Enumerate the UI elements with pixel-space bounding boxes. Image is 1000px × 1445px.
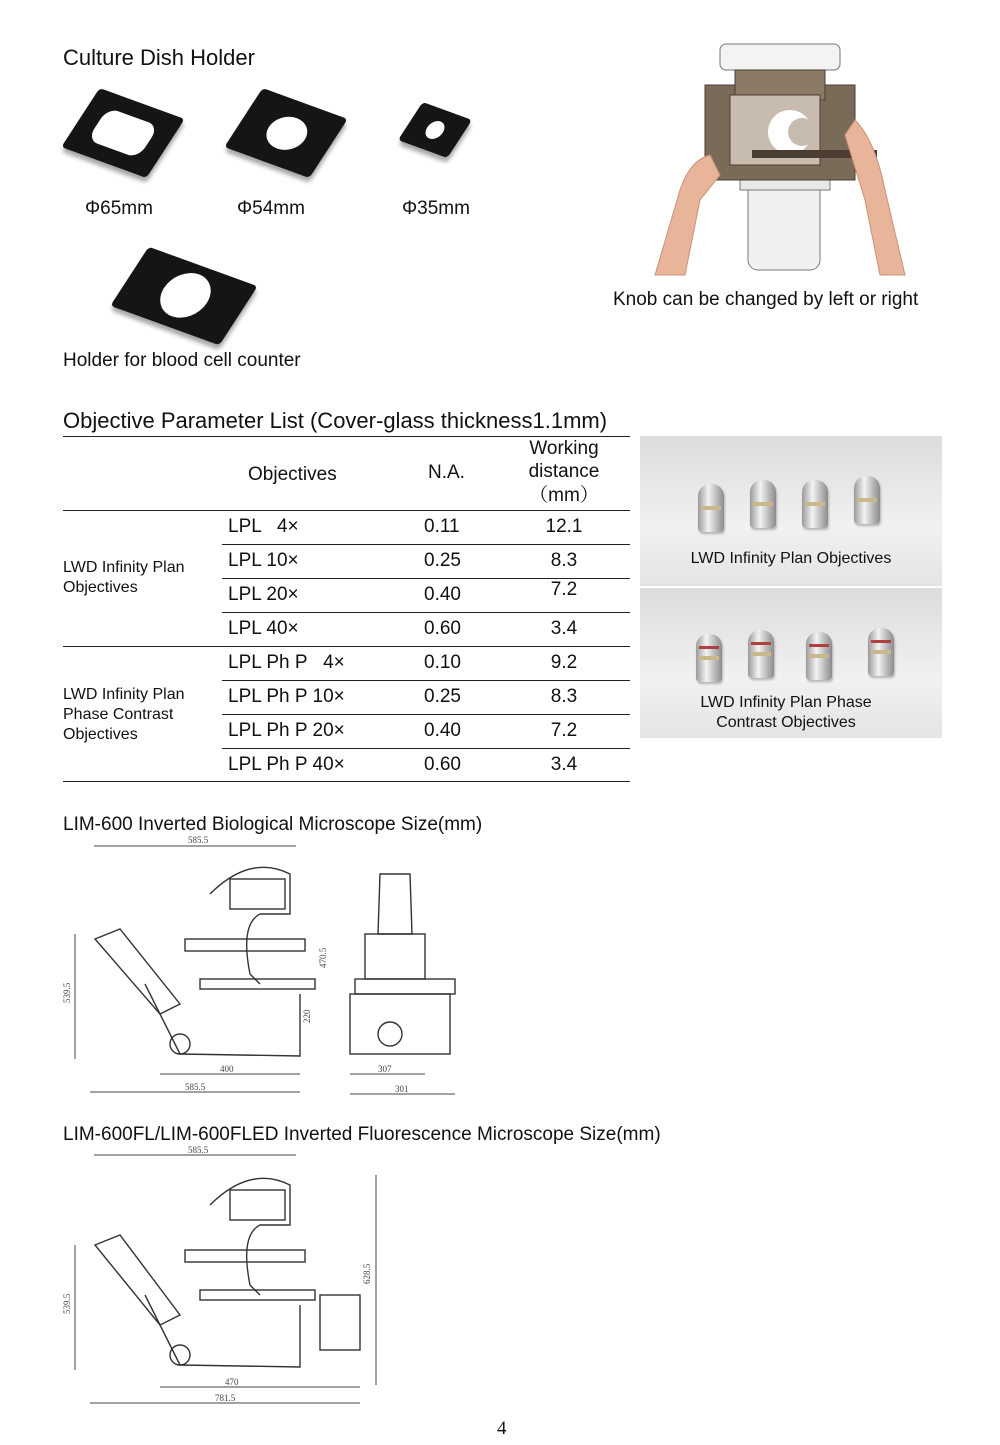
row-rule (222, 544, 630, 545)
holder-54-label: Φ54mm (237, 198, 305, 219)
table-cell-na: 0.25 (424, 550, 461, 571)
table-cell-na: 0.10 (424, 652, 461, 673)
dim-label: 307 (378, 1064, 392, 1074)
row-rule (222, 748, 630, 749)
table-row: LPL Ph P 10× (228, 686, 345, 707)
dim-label: 400 (220, 1064, 234, 1074)
table-cell-na: 0.11 (424, 516, 460, 537)
dim-label: 539.5 (62, 982, 72, 1003)
blood-cell-holder-image (112, 250, 262, 350)
table-cell-wd: 8.3 (550, 686, 578, 707)
dim-label: 585.5 (185, 1082, 206, 1092)
table-row: LPL 20× (228, 584, 299, 605)
dim-label: 301 (395, 1084, 409, 1094)
lim600fl-size-title: LIM-600FL/LIM-600FLED Inverted Fluorescence Microscope Size(mm) (63, 1124, 661, 1145)
table-cell-na: 0.60 (424, 618, 461, 639)
phase-objectives-caption-line2: Contrast Objectives (716, 714, 856, 731)
table-cell-na: 0.25 (424, 686, 461, 707)
plan-objectives-photo (640, 436, 942, 586)
holder-65-image (68, 90, 183, 180)
group-1-name-line1: LWD Infinity Plan (63, 559, 185, 576)
table-bottom-rule (63, 781, 630, 782)
table-cell-na: 0.40 (424, 720, 461, 741)
dim-label: 220 (302, 1009, 312, 1023)
dim-label: 470.5 (318, 947, 328, 968)
table-cell-na: 0.60 (424, 754, 461, 775)
header-wd-line1: Working (529, 438, 599, 459)
knob-illustration (640, 40, 920, 280)
group-rule (63, 646, 630, 647)
table-cell-wd: 3.4 (550, 754, 578, 775)
dim-label: 539.5 (62, 1293, 72, 1314)
table-row: LPL 40× (228, 618, 299, 639)
table-top-rule (63, 436, 630, 437)
table-cell-wd: 8.3 (550, 550, 578, 571)
header-wd-line2: distance (528, 461, 600, 482)
table-cell-wd: 7.2 (550, 720, 578, 741)
table-row: LPL Ph P 4× (228, 652, 345, 673)
lim600fl-drawing (60, 1145, 390, 1410)
group-2-name-line3: Objectives (63, 726, 138, 743)
row-rule (222, 714, 630, 715)
group-2-name-line2: Phase Contrast (63, 706, 174, 723)
table-cell-na: 0.40 (424, 584, 461, 605)
dim-label: 585.5 (188, 835, 209, 845)
table-row: LPL 10× (228, 550, 299, 571)
dim-label: 470 (225, 1377, 239, 1387)
lim600-size-title: LIM-600 Inverted Biological Microscope Size(mm) (63, 814, 483, 835)
row-rule (222, 612, 630, 613)
holder-65-label: Φ65mm (85, 198, 153, 219)
table-cell-wd: 12.1 (545, 516, 583, 537)
table-row: LPL Ph P 20× (228, 720, 345, 741)
group-2-name-line1: LWD Infinity Plan (63, 686, 185, 703)
holder-54-image (230, 88, 345, 178)
table-row: LPL 4× (228, 516, 299, 537)
table-cell-wd: 9.2 (550, 652, 578, 673)
page-number: 4 (497, 1418, 507, 1439)
phase-objectives-caption-line1: LWD Infinity Plan Phase (700, 694, 872, 711)
table-cell-wd: 3.4 (550, 618, 578, 639)
header-objectives: Objectives (248, 464, 337, 485)
lim600-drawing (60, 834, 470, 1099)
table-cell-wd: 7.2 (550, 579, 578, 600)
header-na: N.A. (428, 462, 465, 483)
blood-cell-caption: Holder for blood cell counter (63, 350, 301, 371)
phase-objectives-photo (640, 588, 942, 738)
dim-label: 781.5 (215, 1393, 236, 1403)
dim-label: 628.5 (362, 1263, 372, 1284)
plan-objectives-caption: LWD Infinity Plan Objectives (690, 550, 892, 567)
table-header-rule (63, 510, 630, 511)
knob-caption: Knob can be changed by left or right (613, 289, 919, 310)
dim-label: 585.5 (188, 1145, 209, 1155)
header-wd-line3: （mm） (529, 485, 599, 506)
holder-35-label: Φ35mm (402, 198, 470, 219)
objective-table-title: Objective Parameter List (Cover-glass thickness1.1mm) (63, 408, 608, 433)
culture-dish-title: Culture Dish Holder (63, 45, 255, 70)
group-1-name-line2: Objectives (63, 579, 138, 596)
table-row: LPL Ph P 40× (228, 754, 345, 775)
holder-35-image (400, 100, 475, 170)
row-rule (222, 680, 630, 681)
